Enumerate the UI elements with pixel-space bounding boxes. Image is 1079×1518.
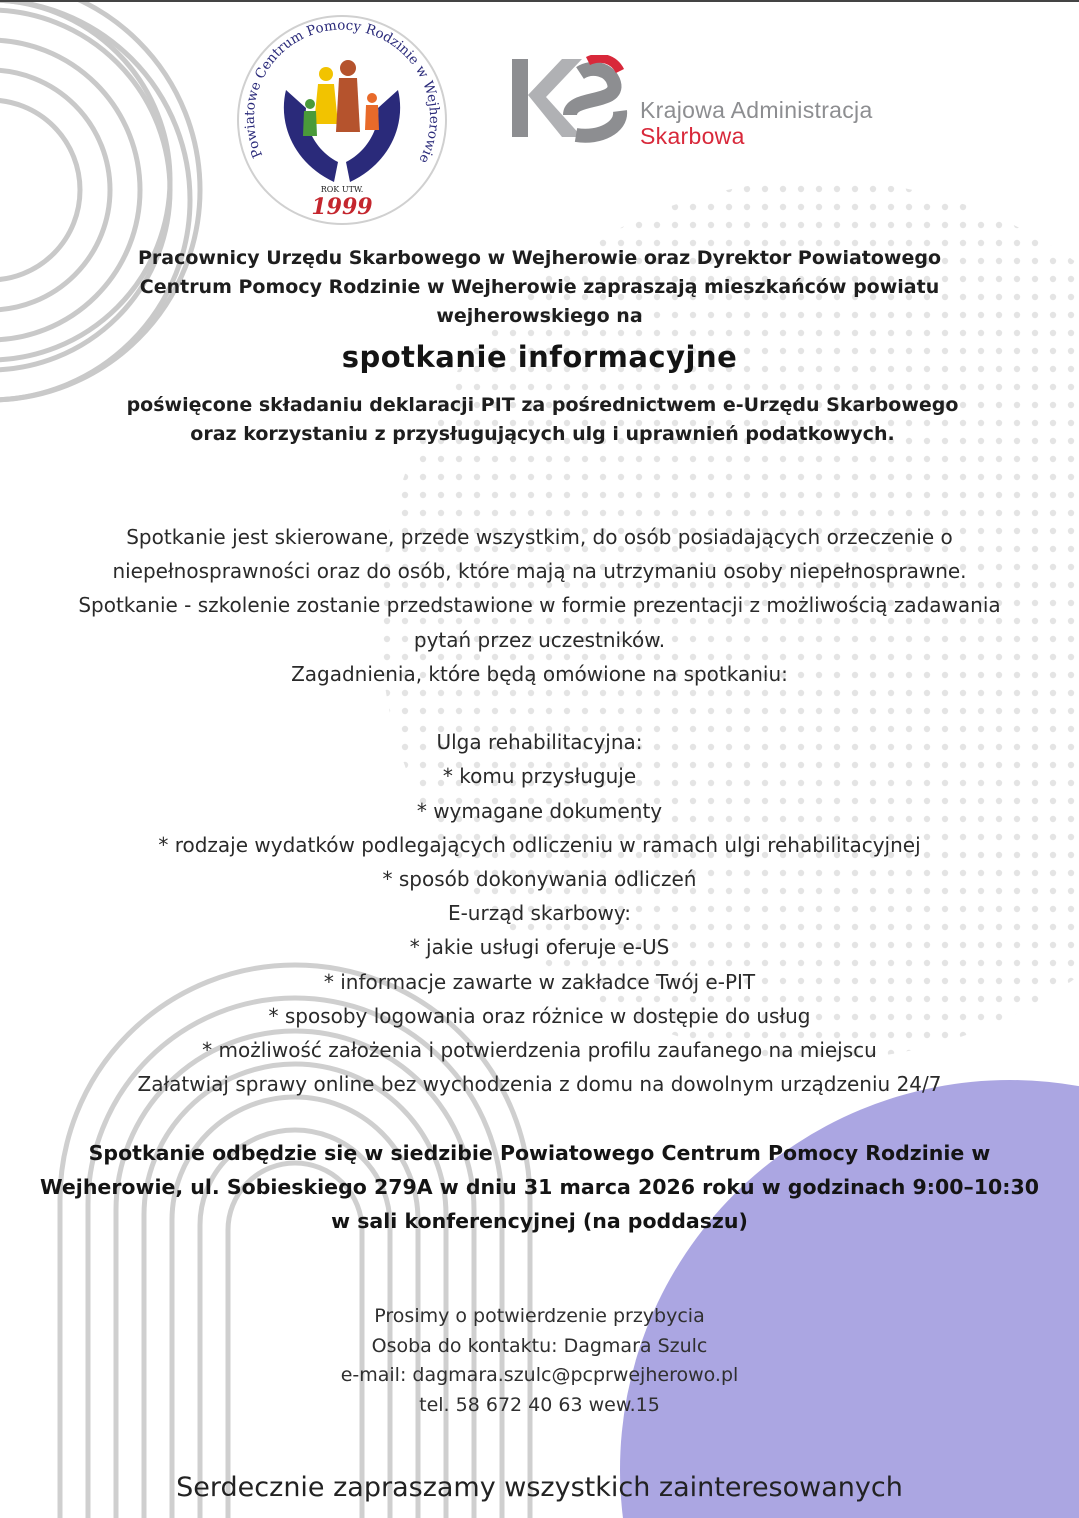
description-line: Spotkanie jest skierowane, przede wszystkim, do osób posiadających orzeczenie o: [126, 525, 953, 549]
contact-email[interactable]: e-mail: dagmara.szulc@pcprwejherowo.pl: [340, 1364, 739, 1386]
subtitle-line: oraz korzystaniu z przysługujących ulg i uprawnień podatkowych.: [190, 423, 895, 445]
venue-line: w sali konferencyjnej (na poddaszu): [331, 1209, 748, 1233]
pcpr-founded-label: ROK UTW.: [320, 185, 364, 194]
topic-item: * rodzaje wydatków podlegających odliczeniu w ramach ulgi rehabilitacyjnej: [158, 832, 921, 857]
venue-line: Spotkanie odbędzie się w siedzibie Powiatowego Centrum Pomocy Rodzinie w: [88, 1141, 991, 1165]
topic-item: * jakie usługi oferuje e-US: [409, 935, 670, 960]
intro-line: Pracownicy Urzędu Skarbowego w Wejherowie oraz Dyrektor Powiatowego: [137, 247, 942, 269]
description-line: niepełnosprawności oraz do osób, które mają na utrzymaniu osoby niepełnosprawne.: [112, 559, 967, 584]
description-line: pytań przez uczestników.: [413, 627, 666, 652]
intro-line: Centrum Pomocy Rodzinie w Wejherowie zapraszają mieszkańców powiatu: [139, 276, 940, 298]
contact-info: [0, 1302, 1079, 1420]
intro-line: wejherowskiego na: [436, 305, 643, 327]
topic-item: * możliwość założenia i potwierdzenia profilu zaufanego na miejscu: [202, 1038, 877, 1063]
topic-item: * sposoby logowania oraz różnice w dostępie do usług: [268, 1003, 811, 1028]
contact-line: Osoba do kontaktu: Dagmara Szulc: [371, 1334, 708, 1357]
event-title: spotkanie informacyjne: [341, 340, 738, 374]
topic-item: * informacje zawarte w zakładce Twój e-PIT: [323, 969, 756, 994]
venue-line: Wejherowie, ul. Sobieskiego 279A w dniu 31 marca 2026 roku w godzinach 9:00–10:30: [40, 1175, 1039, 1199]
kas-name-line2: Skarbowa: [640, 123, 745, 149]
pcpr-founded-year: 1999: [311, 194, 373, 220]
pcpr-logo: [234, 12, 450, 228]
topic-item: * wymagane dokumenty: [416, 798, 663, 823]
kas-logo: [510, 55, 910, 150]
topic-item: Ulga rehabilitacyjna:: [436, 730, 643, 755]
invitation-intro: [10, 244, 1069, 331]
description-line: Zagadnienia, które będą omówione na spotkaniu:: [291, 661, 788, 686]
description-line: Spotkanie - szkolenie zostanie przedstawione w formie prezentacji z możliwością zadawania: [78, 593, 1001, 618]
topic-item: * komu przysługuje: [442, 764, 637, 789]
kas-mark-icon: [510, 55, 630, 150]
contact-phone[interactable]: tel. 58 672 40 63 wew.15: [419, 1393, 660, 1416]
topic-item: E-urząd skarbowy:: [447, 901, 632, 926]
subtitle-line: poświęcone składaniu deklaracji PIT za pośrednictwem e-Urzędu Skarbowego: [126, 394, 959, 416]
event-venue: [10, 1136, 1069, 1238]
topic-item: Załatwiaj sprawy online bez wychodzenia z domu na dowolnym urządzeniu 24/7: [137, 1072, 942, 1097]
topic-item: * sposób dokonywania odliczeń: [382, 867, 697, 892]
pcpr-ring-text: Powiatowe Centrum Pomocy Rodzinie w Wejherowie: [241, 17, 443, 166]
event-subtitle: [6, 391, 1079, 449]
kas-name-line1: Krajowa Administracja: [640, 97, 873, 123]
event-description: [0, 520, 1079, 1101]
contact-line: Prosimy o potwierdzenie przybycia: [374, 1305, 705, 1327]
closing-invitation: Serdecznie zapraszamy wszystkich zainteresowanych: [176, 1472, 903, 1503]
